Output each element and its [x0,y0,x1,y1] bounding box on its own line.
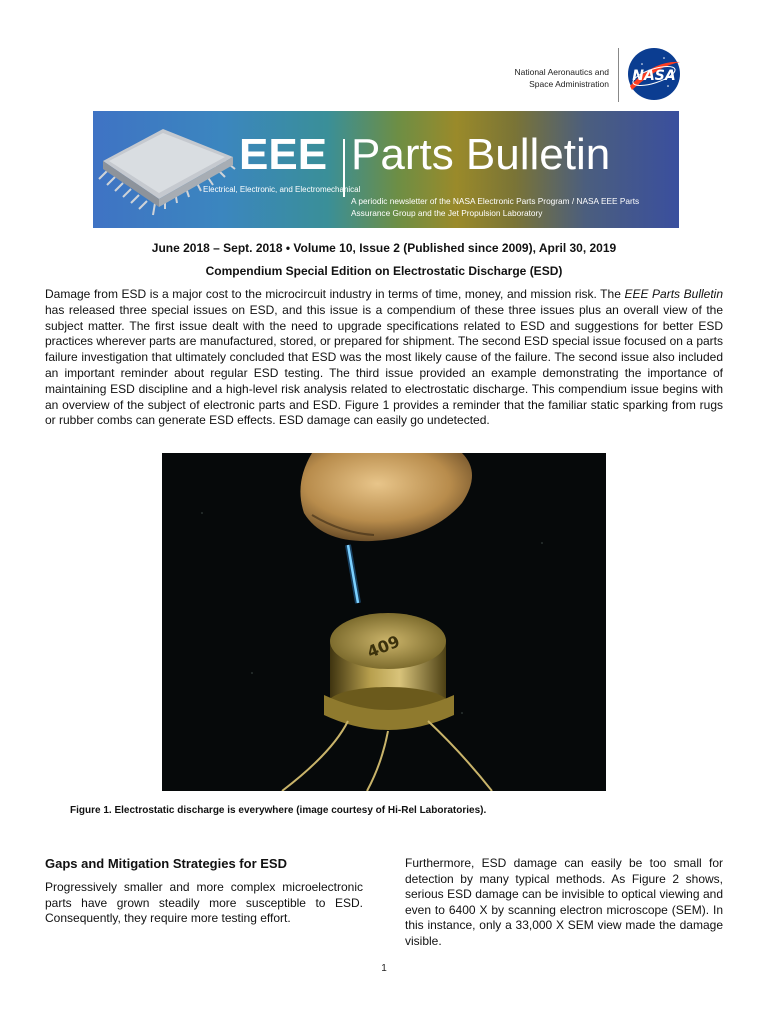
intro-part-2: has released three special issues on ESD, and this issue is a compendium of these three issues plus an overall view of the subject matter. The first issue dealt with the need to upgrade specifications related to ESD and suggestions for better ESD practices wherever parts are manufactured, stored, or prepared for shipment. The second ESD special issue focused on a parts failure investigation that ultimately concluded that ESD was the most likely cause of the failure. The second issue also included an important reminder about regular ESD testing. The third issue provided an example demonstrating the importance of maintaining ESD discipline and a high-level risk analysis related to electrostatic discharge. This compendium issue begins with an overview of the subject of electronic parts and ESD. Figure 1 provides a reminder that the familiar static sparking from rugs or rubber combs can generate ESD effects. ESD damage can easily go undetected. [45,302,723,428]
agency-line-1: National Aeronautics and [514,67,609,77]
nasa-logo [624,46,684,102]
figure-1-photo [162,453,606,791]
agency-name [495,66,609,90]
bulletin-banner [93,111,679,228]
issue-line: June 2018 – Sept. 2018 • Volume 10, Issue 2 (Published since 2009), April 30, 2019 [151,241,617,255]
banner-title-bold: EEE [239,130,328,179]
page-number: 1 [381,963,387,974]
microchip-icon [93,111,253,224]
intro-paragraph [45,287,723,429]
banner-subtitle-right: A periodic newsletter of the NASA Electronic Parts Program / NASA EEE Parts Assurance Group and the Jet Propulsion Laboratory [351,196,640,218]
right-column-text: Furthermore, ESD damage can easily be too small for detection by many typical methods. As Figure 2 shows, serious ESD damage can be invisible to optical viewing and even to 6400 X by scanning electron microscope (SEM). In this instance, only a 33,000 X SEM view made the damage visible. [405,856,723,948]
left-column-text: Progressively smaller and more complex microelectronic parts have grown steadily more susceptible to ESD. Consequently, they require more testing effort. [45,880,363,925]
intro-part-1: Damage from ESD is a major cost to the microcircuit industry in terms of time, money, and mission risk. The [45,287,625,301]
edition-title: Compendium Special Edition on Electrostatic Discharge (ESD) [205,264,563,278]
banner-title: Parts Bulletin [351,130,611,179]
nasa-logo-text: NASA [632,68,676,84]
agency-line-2: Space Administration [529,79,609,89]
intro-italic: EEE Parts Bulletin [624,287,724,301]
figure-1-caption: Figure 1. Electrostatic discharge is everywhere (image courtesy of Hi-Rel Laboratories). [70,805,487,816]
banner-subtitle-left: Electrical, Electronic, and Electromechanical [203,185,361,194]
transistor-marking: 409 [364,631,403,662]
section-heading: Gaps and Mitigation Strategies for ESD [45,856,287,871]
esd-spark-illustration [162,453,606,791]
header-divider [618,48,619,102]
